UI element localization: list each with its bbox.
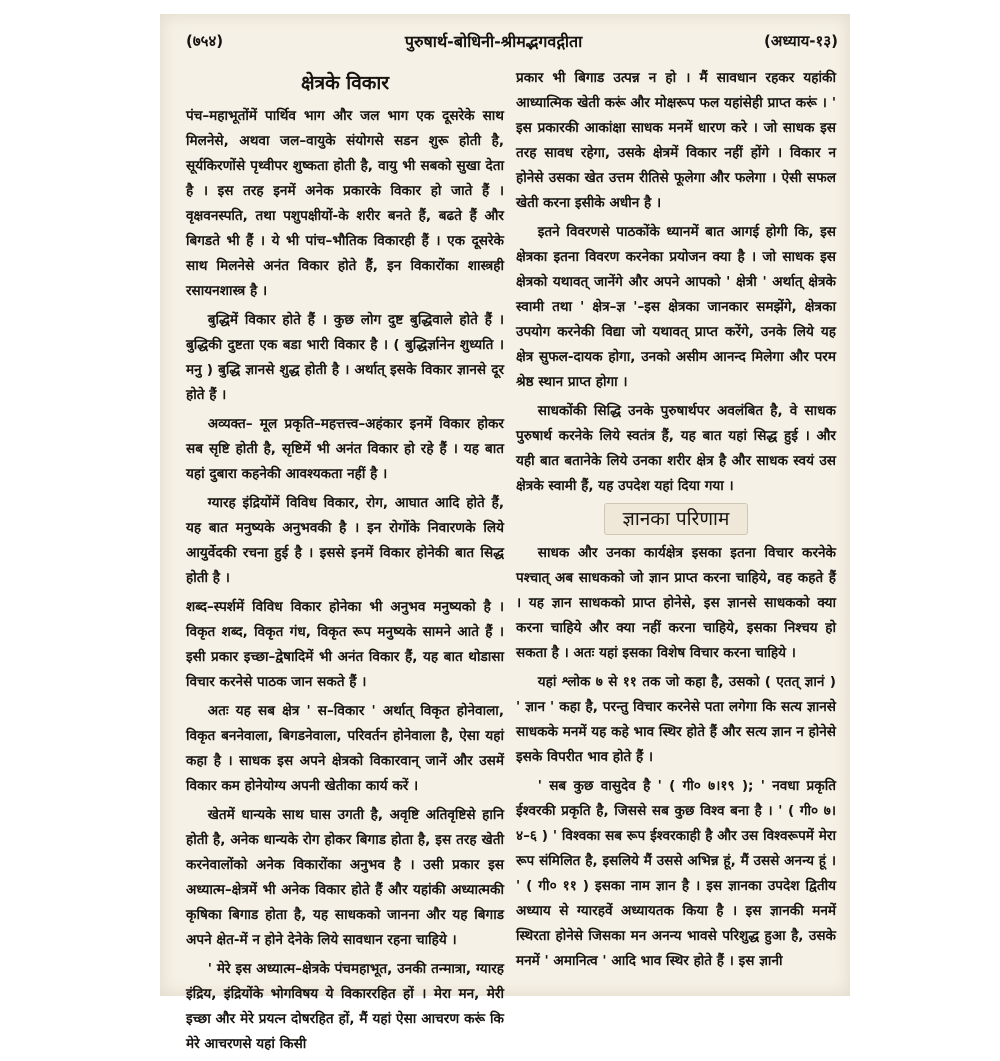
paragraph: प्रकार भी बिगाड उत्पन्न न हो । मैं सावधान रहकर यहांकी आध्यात्मिक खेती करूं और मोक्षरूप फल यहांसेही प्राप्त करूं । ' इस प्रकारकी आकांक्षा साधक मनमें धारण करे । जो साधक इस तरह सावध रहेगा, उसके क्षेत्रमें विकार नहीं होंगे । विकार न होनेसे उसका खेत उत्तम रीतिसे फूलेगा और फलेगा । ऐसी सफल खेती करना इसीके अधीन है । bbox=[516, 70, 836, 211]
running-header bbox=[186, 26, 838, 56]
paragraph: इतने विवरणसे पाठकोंके ध्यानमें बात आगई होगी कि, इस क्षेत्रका इतना विवरण करनेका प्रयोजन क्या है । जो साधक इस क्षेत्रको यथावत् जानेंगे और अपने आपको ' क्षेत्री ' अर्थात् क्षेत्रके स्वामी तथा ' क्षेत्र–ज्ञ '–इस क्षेत्रका जानकार समझेंगे, क्षेत्रका उपयोग करनेकी विद्या जो यथावत् प्राप्त करेंगे, उनके लिये यह क्षेत्र सुफल-दायक होगा, उनको असीम आनन्द मिलेगा और परम श्रेष्ठ स्थान प्राप्त होगा । bbox=[516, 224, 836, 390]
paragraph: अव्यक्त– मूल प्रकृति–महत्तत्त्व–अहंकार इनमें विकार होकर सब सृष्टि होती है, सृष्टिमें भी अनंत विकार हो रहे हैं । यह बात यहां दुबारा कहनेकी आवश्यकता नहीं है । bbox=[186, 416, 504, 482]
section-heading-text: ज्ञानका परिणाम bbox=[604, 503, 749, 535]
paragraph: बुद्धिमें विकार होते हैं । कुछ लोग दुष्ट बुद्धिवाले होते हैं । बुद्धिकी दुष्टता एक बडा भारी विकार है । ( बुद्धिर्ज्ञानेन शुध्यति । मनु ) बुद्धि ज्ञानसे शुद्ध होती है । अर्थात् इसके विकार ज्ञानसे दूर होते हैं । bbox=[186, 312, 504, 403]
paragraph: पंच–महाभूतोंमें पार्थिव भाग और जल भाग एक दूसरेके साथ मिलनेसे, अथवा जल–वायुके संयोगसे सडन शुरू होती है, सूर्यकिरणोंसे पृथ्वीपर शुष्कता होती है, वायु भी सबको सुखा देता है । इस तरह इनमें अनेक प्रकारके विकार हो जाते हैं । वृक्षवनस्पति, तथा पशुपक्षीयों-के शरीर बनते हैं, बढते हैं और बिगडते भी हैं । ये भी पांच–भौतिक विकारही हैं । एक दूसरेके साथ मिलनेसे अनंत विकार होते हैं, इन विकारोंका शास्त्रही रसायनशास्त्र है । bbox=[186, 108, 504, 299]
paragraph: साधकोंकी सिद्धि उनके पुरुषार्थपर अवलंबित है, वे साधक पुरुषार्थ करनेके लिये स्वतंत्र हैं, यह बात यहां सिद्ध हुई । और यही बात बतानेके लिये उनका शरीर क्षेत्र है और साधक स्वयं उस क्षेत्रके स्वामी हैं, यह उपदेश यहां दिया गया । bbox=[516, 403, 836, 494]
paragraph: ' मेरे इस अध्यात्म–क्षेत्रके पंचमहाभूत, उनकी तन्मात्रा, ग्यारह इंद्रिय, इंद्रियोंके भोगविषय ये विकाररहित हों । मेरा मन, मेरी इच्छा और मेरे प्रयत्न दोषरहित हों, मैं यहां ऐसा आचरण करूं कि मेरे आचरणसे यहां किसी bbox=[186, 961, 504, 1052]
right-column bbox=[516, 66, 836, 978]
paragraph: ग्यारह इंद्रियोंमें विविध विकार, रोग, आघात आदि होते हैं, यह बात मनुष्यके अनुभवकी है । इन रोगोंके निवारणके लिये आयुर्वेदकी रचना हुई है । इससे इनमें विकार होनेकी बात सिद्ध होती है । bbox=[186, 495, 504, 586]
section-heading-kshetra-vikar: क्षेत्रके विकार bbox=[300, 72, 390, 94]
paragraph: यहां श्लोक ७ से ११ तक जो कहा है, उसको ( एतत् ज्ञानं ) ' ज्ञान ' कहा है, परन्तु विचार करनेसे पता लगेगा कि सत्य ज्ञानसे साधकके मनमें यह कहे भाव स्थिर होते हैं और सत्य ज्ञान न होनेसे इसके विपरीत भाव होते हैं । bbox=[516, 674, 836, 765]
book-page bbox=[160, 14, 850, 1052]
paragraph: शब्द–स्पर्शमें विविध विकार होनेका भी अनुभव मनुष्यको है । विकृत शब्द, विकृत गंध, विकृत रूप मनुष्यके सामने आते हैं । इसी प्रकार इच्छा–द्वेषादिमें भी अनंत विकार हैं, यह बात थोडासा विचार करनेसे पाठक जान सकते हैं । bbox=[186, 599, 504, 690]
paragraph: ' सब कुछ वासुदेव है ' ( गी० ७।१९ ); ' नवधा प्रकृति ईश्वरकी प्रकृति है, जिससे सब कुछ विश्व बना है । ' ( गी० ७।४–६ ) ' विश्वका सब रूप ईश्वरकाही है और उस विश्वरूपमें मेरा रूप संमिलित है, इसलिये मैं उससे अभिन्न हूं, मैं उससे अनन्य हूं । ' ( गी० ११ ) इसका नाम ज्ञान है । इस ज्ञानका उपदेश द्वितीय अध्याय से ग्यारहवें अध्यायतक किया है । इस ज्ञानकी मनमें स्थिरता होनेसे जिसका मन अनन्य भावसे परिशुद्ध हुआ है, उसके मनमें ' अमानित्व ' आदि भाव स्थिर होते हैं । इस ज्ञानी bbox=[516, 778, 836, 969]
paragraph: अतः यह सब क्षेत्र ' स–विकार ' अर्थात् विकृत होनेवाला, विकृत बननेवाला, बिगडनेवाला, परिवर्तन होनेवाला है, ऐसा यहां कहा है । साधक इस अपने क्षेत्रको विकारवान् जानें और उसमें विकार कम होनेयोग्य अपनी खेतीका कार्य करें । bbox=[186, 703, 504, 794]
paragraph: खेतमें धान्यके साथ घास उगती है, अवृष्टि अतिवृष्टिसे हानि होती है, अनेक धान्यके रोग होकर बिगाड होता है, इस तरह खेती करनेवालोंको अनेक विकारोंका अनुभव है । उसी प्रकार इस अध्यात्म–क्षेत्रमें भी अनेक विकार होते हैं और यहांकी अध्यात्मकी कृषिका बिगाड होता है, यह साधकको जानना और यह बिगाड अपने क्षेत-में न होने देनेके लिये सावधान रहना चाहिये । bbox=[186, 807, 504, 948]
chapter-label: (अध्याय-१३) bbox=[764, 32, 838, 50]
left-column bbox=[186, 66, 504, 1061]
book-title: पुरुषार्थ-बोधिनी-श्रीमद्भगवद्गीता bbox=[404, 32, 583, 51]
section-heading-gyan-parinam bbox=[516, 503, 836, 535]
page-number: (७५४) bbox=[186, 32, 224, 50]
paragraph: साधक और उनका कार्यक्षेत्र इसका इतना विचार करनेके पश्चात् अब साधकको जो ज्ञान प्राप्त करना चाहिये, वह कहते हैं । यह ज्ञान साधकको प्राप्त होनेसे, इस ज्ञानसे साधकको क्या करना चाहिये और क्या नहीं करना चाहिये, इसका निश्चय हो सकता है । अतः यहां इसका विशेष विचार करना चाहिये । bbox=[516, 545, 836, 661]
